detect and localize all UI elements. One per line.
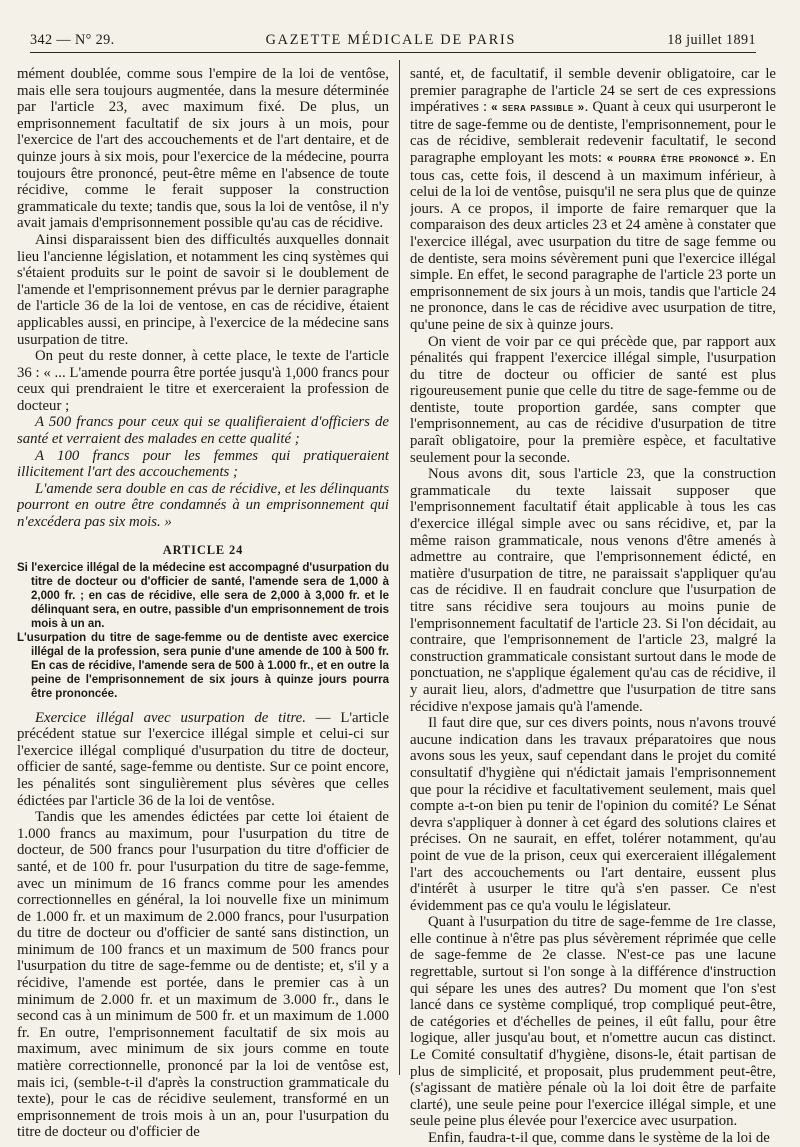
section-heading: Exercice illégal avec usurpation de titre. bbox=[35, 709, 306, 726]
paragraph-text: santé, et, de facultatif, il semble devenir obligatoire, car le premier paragraphe de l'article 24 se sert de ces expressions impératives : bbox=[410, 66, 776, 116]
law-text: Si l'exercice illégal de la médecine est accompagné d'usurpation du titre de docteur ou d'officier de santé, l'amende sera de 1,000 à 2,000 fr. ; en cas de récidive, elle sera de 2,000 à 3,000 fr. et le délinquant sera, en outre, passible d'un emprisonnement de trois mois à un an. bbox=[17, 561, 389, 630]
paragraph: Ainsi disparaissent bien des difficultés auxquelles donnait lieu l'ancienne législation, et notamment les cinq systèmes qui s'étaient produits sur le point de savoir si le doublement de l'amende et l'emprisonnement prévus par le dernier paragraphe de l'article 36 de la loi de ventose, en cas de récidive, étaient applicables aussi, en principe, à l'exercice de la médecine sans usurpation de titre. bbox=[17, 231, 389, 348]
issue-date: 18 juillet 1891 bbox=[667, 32, 756, 48]
paragraph: Il faut dire que, sur ces divers points, nous n'avons trouvé aucune indication dans les travaux préparatoires que nous avons sous les yeux, sauf cependant dans le projet du comité consultatif d'hygiène qui n'édictait jamais l'emprisonnement que pour la récidive et facultativement seulement, mais quel compte a-t-on bien pu tenir de l'opinion du comité? Le Sénat devra s'appliquer à donner à cet égard des solutions claires et précises. On ne saurait, en effet, tolérer notamment, qu'au point de vue de la prison, ceux qui exerceraient illégalement l'art des accouchements ou l'art dentaire, eussent plus d'intérêt à usurper le titre qu'à s'en passer. Ce n'est évidemment pas ce qu'a voulu le législateur. bbox=[410, 715, 776, 914]
paragraph: Nous avons dit, sous l'article 23, que la construction grammaticale du texte laissait supposer que l'emprisonnement facultatif était applicable à tous les cas d'exercice illégal simple avec ou sans récidive, et, par la même raison grammaticale, nous venons d'être amenés à admettre au contraire, que l'emprisonnement édicté, en matière d'usurpation de titre, ne paraissait s'appliquer qu'au cas de récidive. Il en faudrait conclure que l'usurpation de titre sans récidive sera toujours au moins punie de l'emprisonnement facultatif de l'article 23. Si l'on décidait, au contraire, que l'emprisonnement de l'article 23, malgré la construction grammaticale consistant surtout dans le mode de ponctuation, ne s'applique également qu'au cas de récidive, il y aurait lieu, alors, d'admettre que l'usurpation de titre sans récidive n'expose jamais qu'à l'amende. bbox=[410, 466, 776, 715]
paragraph: Enfin, faudra-t-il que, comme dans le système de la loi de bbox=[428, 1130, 770, 1146]
quoted-law-line: L'amende sera double en cas de récidive, et les délinquants pourront en outre être condamnés à un emprisonnement qui n'excédera pas six mois. » bbox=[17, 480, 389, 531]
paragraph bbox=[410, 66, 776, 334]
journal-title: GAZETTE MÉDICALE DE PARIS bbox=[265, 32, 517, 48]
quoted-term: « sera passible » bbox=[491, 102, 585, 115]
quoted-law-line: A 500 francs pour ceux qui se qualifieraient d'officiers de santé et verraient des malades en cette qualité ; bbox=[17, 414, 389, 448]
paragraph: On vient de voir par ce qui précède que, par rapport aux pénalités qui frappent l'exercice illégal simple, l'usurpation du titre de docteur ou officier de santé est plus rigoureusement punie que celle du titre de sage-femme ou de dentiste, toute proportion gardée, sans compter que l'emprisonnement, au cas de récidive d'usurpation de titre paraît obligatoire, pour la première espèce, et facultative seulement pour la seconde. bbox=[410, 333, 776, 466]
paragraph-text: . En tous cas, cette fois, il descend à un maximum inférieur, à celui de la loi de ventôse, puisqu'il ne sera plus que de quinze jours. A ce propos, il importe de faire remarquer que la comparaison des deux articles 23 et 24 amène à constater que l'exercice illégal, avec usurpation du titre de sage femme ou de dentiste, sera moins sévèrement puni que l'exercice illégal simple. En effet, le second paragraphe de l'article 23 porte un emprisonnement de six jours à un mois, tandis que l'article 24 ne prononce, dans le cas de récidive avec usurpation de titre, qu'une peine de six à quinze jours. bbox=[410, 149, 776, 333]
left-column bbox=[17, 66, 389, 1141]
right-column bbox=[410, 66, 776, 1147]
article-heading: ARTICLE 24 bbox=[162, 542, 244, 557]
page-number: 342 — N° 29. bbox=[30, 32, 115, 48]
paragraph: mément doublée, comme sous l'empire de la loi de ventôse, mais elle sera toujours augmentée, dans la mesure déterminée par l'article 23, avec maximum fixé. De plus, un emprisonnement facultatif de six jours à un mois, pour l'exercice de l'art des accouchements et de l'art dentaire, et de quinze jours à six mois, pour l'exercice de la médecine, pourra toujours être prononcé, peut-être même en l'absence de toute récidive, comme le ferait supposer la construction grammaticale du texte; tandis que, sous la loi de ventôse, il n'y avait jamais d'emprisonnement possible qu'au cas de récidive. bbox=[17, 66, 389, 232]
page-header bbox=[30, 27, 756, 53]
quoted-law-line: A 100 francs pour les femmes qui pratiqueraient illicitement l'art des accouchements ; bbox=[17, 447, 389, 481]
paragraph-text: . Quant à ceux qui usurperont le titre de sage-femme ou de dentiste, l'emprisonnement, pour le cas de récidive, semblerait redevenir facultatif, le second paragraphe employant les mots: bbox=[410, 99, 776, 166]
quoted-term: « pourra être prononcé » bbox=[606, 152, 752, 165]
paragraph: On peut du reste donner, à cette place, le texte de l'article 36 : « ... L'amende pourra être portée jusqu'à 1,000 francs pour ceux qui prendraient le titre et exerceraient la profession de docteur ; bbox=[17, 348, 389, 414]
paragraph bbox=[17, 710, 389, 810]
paragraph-text: — L'article précédent statue sur l'exercice illégal simple et celui-ci sur l'exercice illégal compliqué d'usurpation du titre de docteur, officier de santé, sage-femme ou dentiste. Sur ce point encore, les pénalités sont singulièrement plus sévères que celles édictées par l'article 36 de la loi de ventôse. bbox=[17, 709, 389, 809]
law-text: L'usurpation du titre de sage-femme ou de dentiste avec exercice illégal de la profession, sera punie d'une amende de 100 à 500 fr. En cas de récidive, l'amende sera de 500 à 1.000 fr., et en outre la peine de l'emprisonnement de six jours à quinze jours pourra être prononcée. bbox=[17, 632, 389, 701]
paragraph: Tandis que les amendes édictées par cette loi étaient de 1.000 francs au maximum, pour l'usurpation du titre de docteur, de 500 francs pour l'usurpation du titre d'officier de santé, et de 100 fr. pour l'usurpation du titre de sage-femme, avec un minimum de 16 francs comme pour les amendes correctionnelles en général, la loi nouvelle fixe un minimum de 1.000 fr. et un maximum de 2.000 francs, pour l'usurpation du titre de docteur ou d'officier de santé sans distinction, un minimum de 100 francs et un maximum de 500 francs pour l'usurpation du titre de sage-femme ou de dentiste; et, s'il y a récidive, l'amende est portée, dans le premier cas à un minimum de 2.000 fr. et un maximum de 3.000 fr., dans le second cas à un minimum de 500 fr. et un maximum de 1.000 fr. En outre, l'emprisonnement facultatif de six mois au maximum, avec minimum de six jours comme en toute matière correctionnelle, prononcé par la loi de ventôse est, mais ici, (semble-t-il d'après la construction grammaticale du texte), pour le cas de récidive seulement, transformé en un emprisonnement de trois mois à un an, pour l'usurpation du titre de docteur ou d'officier de bbox=[17, 809, 389, 1141]
paragraph: Quant à l'usurpation du titre de sage-femme de 1re classe, elle continue à n'être pas plus sévèrement réprimée que celle de sage-femme de 2e classe. N'est-ce pas une lacune regrettable, surtout si l'on songe à la différence d'instruction qui sépare les unes des autres? Du moment que l'on s'est lancé dans ce système compliqué, trop compliqué peut-être, de catégories et d'échelles de peines, il eût fallu, pour être logique, aller jusqu'au bout, et n'omettre aucun cas distinct. Le Comité consultatif d'hygiène, disons-le, était partisan de plus de simplicité, et proposait, plus prudemment peut-être, (s'agissant de matière pénale où la loi doit être de parfaite clarté), une seule peine pour l'exercice illégal simple, et une seule peine plus élevée pour l'exercice avec usurpation. bbox=[410, 914, 776, 1130]
column-divider bbox=[399, 60, 400, 1075]
